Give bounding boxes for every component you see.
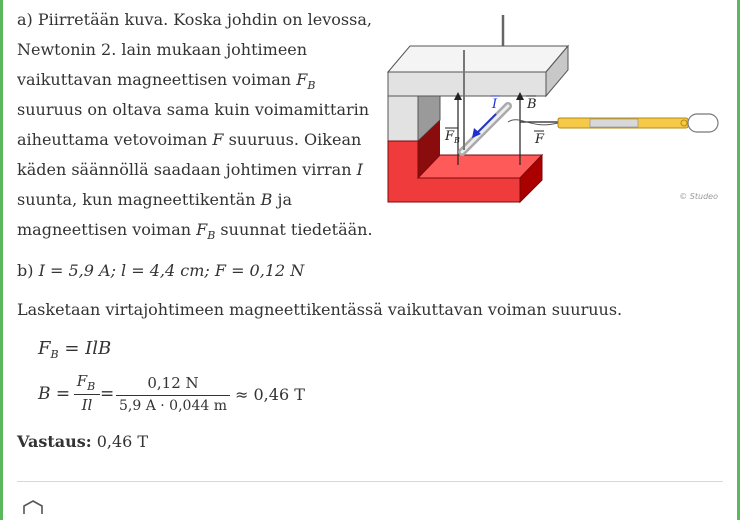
label-field: B bbox=[527, 97, 537, 112]
spring-scale-knob bbox=[681, 120, 687, 126]
text-line-8: magneettisen voiman $F_B$ suunnat tiedetään. bbox=[17, 220, 373, 242]
text-line-2: Newtonin 2. lain mukaan johtimeen bbox=[17, 40, 308, 59]
magnet-top-front bbox=[388, 72, 546, 96]
answer-value: 0,46 T bbox=[96, 432, 149, 451]
answer bbox=[17, 427, 148, 457]
spring-scale-ring bbox=[688, 114, 718, 132]
text-line-4: suuruus on oltava sama kuin voimamittarin bbox=[17, 100, 370, 119]
frac1-denominator: Il bbox=[81, 396, 93, 414]
text-line-7: suunta, kun magneettikentän B ja bbox=[17, 190, 293, 209]
frac2-numerator: 0,12 N bbox=[147, 374, 199, 392]
divider bbox=[17, 481, 723, 482]
text-line-3: vaikuttavan magneettisen voiman $F_B$ bbox=[17, 70, 316, 92]
text-line-5: aiheuttama vetovoiman F suuruus. Oikean bbox=[17, 130, 362, 149]
label-pull-force: F bbox=[535, 132, 545, 147]
text-line-6: käden säännöllä saadaan johtimen virran I bbox=[17, 160, 363, 179]
answer-label: Vastaus: bbox=[17, 432, 92, 451]
text-line-1: a) Piirretään kuva. Koska johdin on levossa, bbox=[17, 10, 372, 29]
calculation-intro: Lasketaan virtajohtimeen magneettikentässä vaikuttavan voiman suuruus. bbox=[17, 300, 623, 319]
equation-force: $F_B$ = IlB bbox=[38, 338, 112, 361]
hexagon-icon[interactable] bbox=[22, 500, 44, 514]
frac2-denominator: 5,9 A · 0,044 m bbox=[119, 398, 227, 414]
spring-scale-coil bbox=[590, 119, 638, 127]
frac1-line bbox=[74, 394, 100, 395]
magnet-top-face bbox=[388, 46, 568, 72]
label-magnetic-force: $F_B$ bbox=[445, 129, 460, 145]
figure-credit: © Studeo bbox=[679, 192, 718, 201]
label-current: I bbox=[492, 97, 498, 112]
eq2-equals: = bbox=[100, 384, 115, 404]
magnet-figure bbox=[380, 10, 725, 205]
magnet-left-column bbox=[388, 96, 418, 141]
eq2-result: ≈ 0,46 T bbox=[235, 385, 305, 404]
eq2-lhs: B = bbox=[38, 384, 71, 404]
frac2-line bbox=[116, 395, 230, 396]
conductor-highlight bbox=[462, 106, 508, 152]
given-values: b) I = 5,9 A; l = 4,4 cm; F = 0,12 N bbox=[17, 261, 305, 280]
frac1-numerator: $F_B$ bbox=[76, 372, 96, 393]
